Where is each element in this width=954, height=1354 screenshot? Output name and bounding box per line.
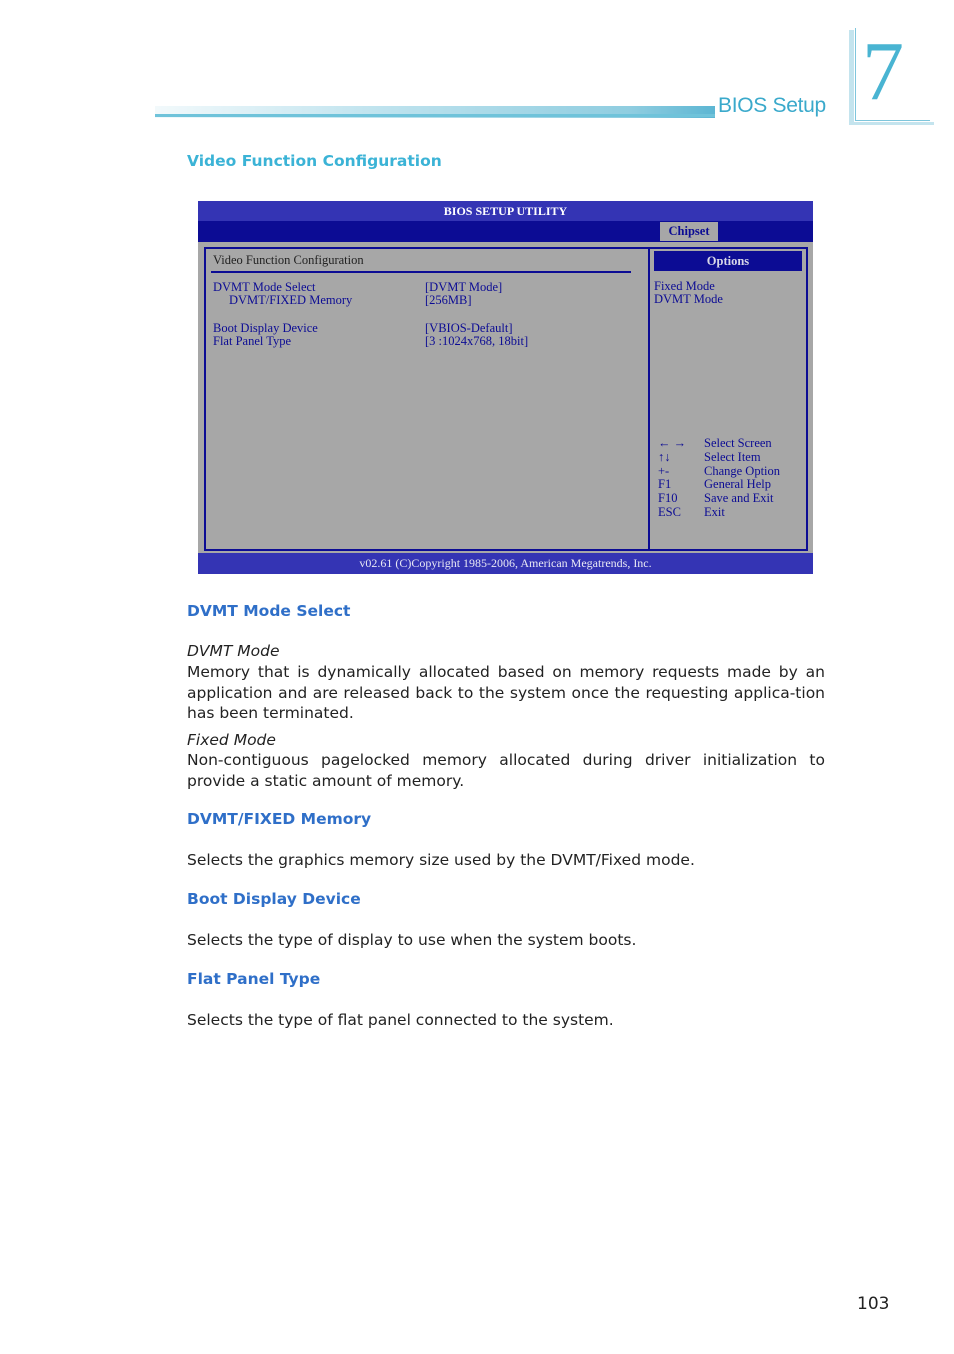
bios-item-flat-panel-type[interactable]: Flat Panel Type xyxy=(213,334,292,348)
bios-value-boot-display-device[interactable]: [VBIOS-Default] xyxy=(425,321,513,335)
bios-key-desc: Save and Exit xyxy=(704,491,774,505)
bios-key-desc: Select Item xyxy=(704,450,761,464)
heading-dvmt-mode-select: DVMT Mode Select xyxy=(187,602,351,620)
bios-value-dvmt-mode-select[interactable]: [DVMT Mode] xyxy=(425,280,503,294)
heading-boot-display-device: Boot Display Device xyxy=(187,890,361,908)
heading-dvmt-fixed-memory: DVMT/FIXED Memory xyxy=(187,810,372,828)
bios-key-arrows-lr: ← → xyxy=(658,436,687,450)
bios-key-plus-minus: +- xyxy=(658,464,670,478)
bios-title: BIOS SETUP UTILITY xyxy=(198,201,813,221)
bios-key-desc: Exit xyxy=(704,505,725,519)
label-fixed-mode: Fixed Mode xyxy=(187,731,276,749)
bios-copyright-footer: v02.61 (C)Copyright 1985-2006, American Megatrends, Inc. xyxy=(198,553,813,574)
bios-key-f1: F1 xyxy=(658,477,672,491)
bios-panel-divider xyxy=(648,247,650,551)
header-section-title: BIOS Setup xyxy=(718,94,826,117)
tab-chipset[interactable]: Chipset xyxy=(660,222,718,241)
bios-key-esc: ESC xyxy=(658,505,681,519)
bios-options-header: Options xyxy=(654,251,802,271)
bios-section-label: Video Function Configuration xyxy=(213,253,364,267)
header-rule xyxy=(155,114,715,117)
text-boot-display-device: Selects the type of display to use when the system boots. xyxy=(187,931,637,949)
label-dvmt-mode: DVMT Mode xyxy=(187,642,280,660)
bios-key-desc: General Help xyxy=(704,477,771,491)
bios-option-fixed-mode[interactable]: Fixed Mode xyxy=(654,279,715,293)
text-flat-panel-type: Selects the type of flat panel connected to the system. xyxy=(187,1011,614,1029)
bios-value-dvmt-fixed-memory[interactable]: [256MB] xyxy=(425,293,472,307)
bios-value-flat-panel-type[interactable]: [3 :1024x768, 18bit] xyxy=(425,334,529,348)
text-fixed-mode: Non-contiguous pagelocked memory allocated during driver initialization to provide a static amount of memory. xyxy=(187,751,825,790)
bios-item-boot-display-device[interactable]: Boot Display Device xyxy=(213,321,318,335)
heading-flat-panel-type: Flat Panel Type xyxy=(187,970,321,988)
bios-key-f10: F10 xyxy=(658,491,678,505)
page-heading: Video Function Configuration xyxy=(187,152,442,170)
bios-key-arrows-ud: ↑↓ xyxy=(658,450,671,464)
bios-item-dvmt-fixed-memory[interactable]: DVMT/FIXED Memory xyxy=(229,293,353,307)
bios-section-rule xyxy=(211,271,631,273)
chapter-number: 7 xyxy=(862,25,904,118)
bios-item-dvmt-mode-select[interactable]: DVMT Mode Select xyxy=(213,280,316,294)
bios-key-desc: Select Screen xyxy=(704,436,772,450)
text-dvmt-fixed-memory: Selects the graphics memory size used by the DVMT/Fixed mode. xyxy=(187,851,695,869)
page-number: 103 xyxy=(857,1294,890,1314)
text-dvmt-mode: Memory that is dynamically allocated based on memory requests made by an application and are released back to the system once the requesting applica-tion has been terminated. xyxy=(187,663,825,723)
bios-option-dvmt-mode[interactable]: DVMT Mode xyxy=(654,292,723,306)
bios-key-desc: Change Option xyxy=(704,464,781,478)
bios-tab-bar xyxy=(198,221,813,242)
bios-screenshot xyxy=(198,201,813,574)
